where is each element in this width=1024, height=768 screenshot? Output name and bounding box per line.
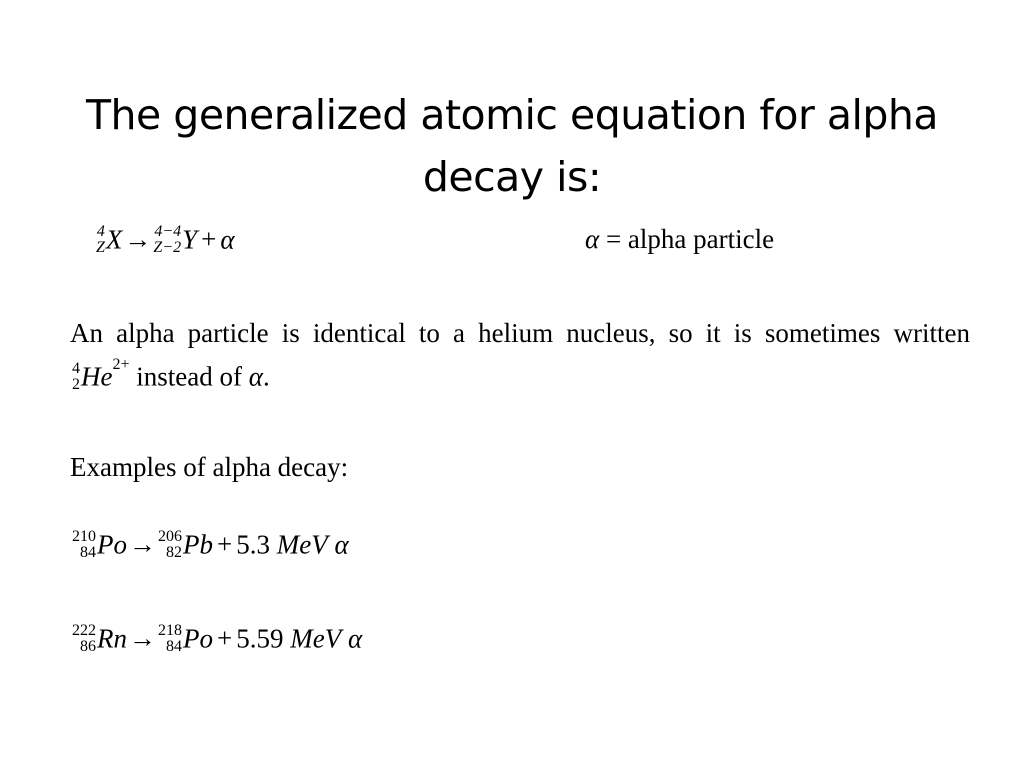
example-1-arrow: → xyxy=(129,529,156,560)
slide-title: The generalized atomic equation for alpha decay is: xyxy=(86,91,938,201)
example-1-plus: + xyxy=(217,529,233,560)
daughter-symbol: Y xyxy=(182,224,198,255)
helium-note-line2 xyxy=(72,356,270,393)
equals-sign: = xyxy=(605,224,622,254)
example-2-parent-atomic: 86 xyxy=(80,637,96,655)
example-1-alpha: α xyxy=(334,529,349,560)
helium-note-tail: instead of xyxy=(136,361,249,392)
example-1-daughter-symbol: Pb xyxy=(183,529,213,560)
daughter-atomic-number: Z−2 xyxy=(153,238,182,256)
helium-atomic-number: 2 xyxy=(72,375,80,393)
example-1-daughter-mass: 206 xyxy=(158,527,182,545)
example-1-daughter-nuclide xyxy=(158,529,182,561)
example-2-parent-nuclide xyxy=(72,623,96,655)
reaction-arrow: → xyxy=(124,224,152,255)
example-2-parent-symbol: Rn xyxy=(97,623,127,654)
example-2-parent-mass: 222 xyxy=(72,621,96,639)
daughter-nuclide xyxy=(153,224,181,256)
example-2-arrow: → xyxy=(129,623,156,654)
alpha-definition-text: alpha particle xyxy=(627,224,775,254)
example-2-unit: MeV xyxy=(290,623,342,654)
daughter-mass-number: 4−4 xyxy=(154,222,182,240)
general-equation xyxy=(96,222,235,256)
example-equation-2 xyxy=(72,621,362,655)
example-1-parent-symbol: Po xyxy=(97,529,127,560)
helium-note-line1: An alpha particle is identical to a helium nucleus, so it is sometimes written xyxy=(70,318,970,348)
helium-note-period: . xyxy=(262,361,270,392)
example-2-plus: + xyxy=(217,623,233,654)
example-1-unit: MeV xyxy=(276,529,328,560)
example-2-daughter-atomic: 84 xyxy=(166,637,182,655)
example-2-alpha: α xyxy=(347,623,363,654)
alpha-symbol: α xyxy=(220,224,235,255)
example-1-daughter-atomic: 82 xyxy=(166,543,182,561)
parent-nuclide xyxy=(96,224,105,256)
example-1-parent-atomic: 84 xyxy=(80,543,96,561)
example-1-energy: 5.3 xyxy=(236,529,270,560)
example-2-energy: 5.59 xyxy=(236,623,284,654)
example-2-daughter-nuclide xyxy=(158,623,182,655)
example-2-daughter-symbol: Po xyxy=(183,623,213,654)
plus-sign: + xyxy=(201,224,217,255)
helium-mass-number: 4 xyxy=(72,359,80,377)
examples-heading: Examples of alpha decay: xyxy=(70,452,349,482)
parent-mass-number: 4 xyxy=(96,222,105,240)
parent-atomic-number: Z xyxy=(96,238,105,256)
helium-charge: 2+ xyxy=(112,356,130,373)
helium-symbol: He xyxy=(81,361,113,392)
parent-symbol: X xyxy=(105,224,123,255)
example-1-parent-mass: 210 xyxy=(72,527,96,545)
example-2-daughter-mass: 218 xyxy=(158,621,182,639)
helium-nuclide xyxy=(72,361,80,393)
helium-note-alpha: α xyxy=(248,361,263,392)
example-1-parent-nuclide xyxy=(72,529,96,561)
example-equation-1 xyxy=(72,527,349,561)
alpha-definition xyxy=(585,224,774,255)
alpha-definition-symbol: α xyxy=(585,224,600,254)
